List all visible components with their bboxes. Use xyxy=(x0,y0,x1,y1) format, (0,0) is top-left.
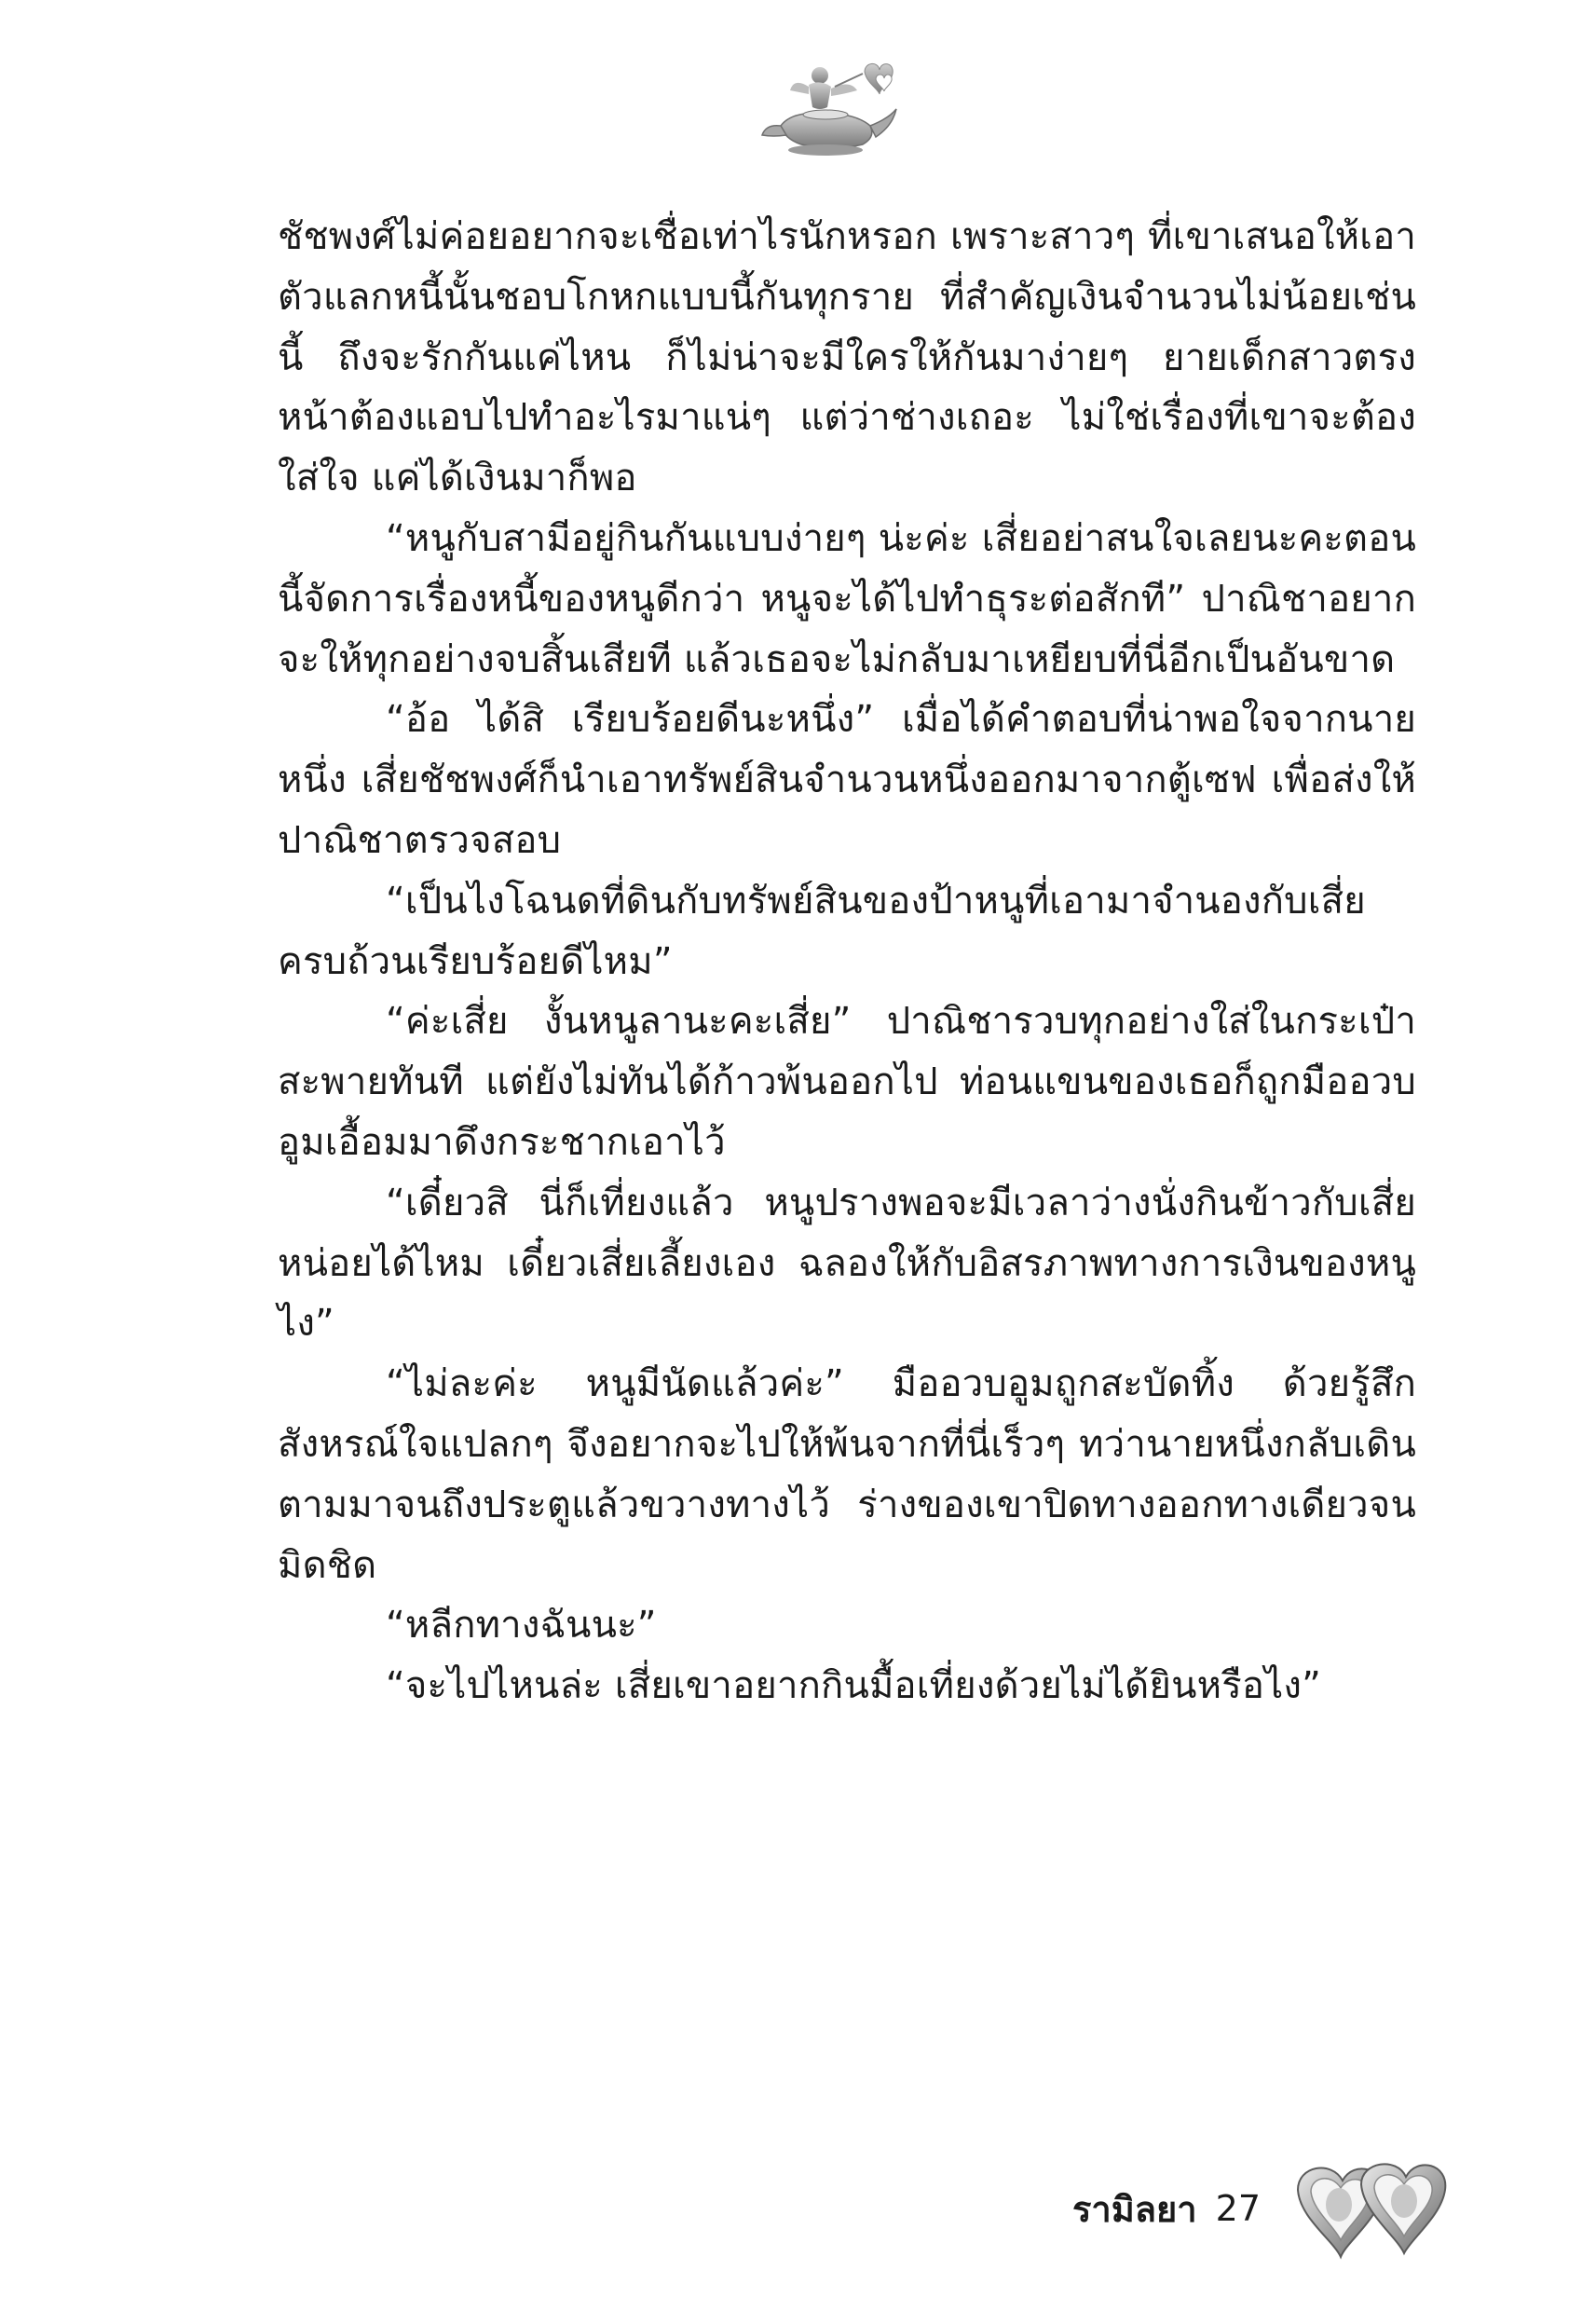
running-title: รามิลยา xyxy=(1071,2188,1197,2230)
page-footer xyxy=(1072,2153,1456,2264)
story-text xyxy=(278,207,1416,1716)
paragraph-5: “ค่ะเสี่ย งั้นหนูลานะคะเสี่ย” ปาณิชารวบทุกอย่างใส่ในกระเป๋าสะพายทันที แต่ยังไม่ทันได้ก้าวพ้นออกไป ท่อนแขนของเธอก็ถูกมืออวบอูมเอื้อมมาดึงกระชากเอาไว้ xyxy=(278,1000,1416,1164)
page-number: 27 xyxy=(1215,2188,1261,2229)
paragraph-8: “หลีกทางฉันนะ” xyxy=(386,1604,657,1648)
paragraph-3: “อ้อ ได้สิ เรียบร้อยดีนะหนึ่ง” เมื่อได้คำตอบที่น่าพอใจจากนายหนึ่ง เสี่ยชัชพงศ์ก็นำเอาทรัพย์สินจำนวนหนึ่งออกมาจากตู้เซฟ เพื่อส่งให้ปาณิชาตรวจสอบ xyxy=(278,698,1416,862)
cupid-teapot-ornament-icon xyxy=(753,51,911,163)
paragraph-6: “เดี๋ยวสิ นี่ก็เที่ยงแล้ว หนูปรางพอจะมีเวลาว่างนั่งกินข้าวกับเสี่ยหน่อยได้ไหม เดี๋ยวเสี่ยเลี้ยงเอง ฉลองให้กับอิสรภาพทางการเงินของหนูไง” xyxy=(278,1181,1416,1346)
double-heart-ornament-icon xyxy=(1289,2153,1456,2264)
paragraph-7: “ไม่ละค่ะ หนูมีนัดแล้วค่ะ” มืออวบอูมถูกสะบัดทิ้ง ด้วยรู้สึกสังหรณ์ใจแปลกๆ จึงอยากจะไปให้พ้นจากที่นี่เร็วๆ ทว่านายหนึ่งกลับเดินตามมาจนถึงประตูแล้วขวางทางไว้ ร่างของเขาปิดทางออกทางเดียวจนมิดชิด xyxy=(278,1362,1416,1587)
paragraph-1: ชัชพงศ์ไม่ค่อยอยากจะเชื่อเท่าไรนักหรอก เพราะสาวๆ ที่เขาเสนอให้เอาตัวแลกหนี้นั้นชอบโกหกแบบนี้กันทุกราย ที่สำคัญเงินจำนวนไม่น้อยเช่นนี้ ถึงจะรักกันแค่ไหน ก็ไม่น่าจะมีใครให้กันมาง่ายๆ ยายเด็กสาวตรงหน้าต้องแอบไปทำอะไรมาแน่ๆ แต่ว่าช่างเถอะ ไม่ใช่เรื่องที่เขาจะต้องใส่ใจ แค่ได้เงินมาก็พอ xyxy=(278,215,1416,500)
paragraph-9: “จะไปไหนล่ะ เสี่ยเขาอยากกินมื้อเที่ยงด้วยไม่ได้ยินหรือไง” xyxy=(386,1664,1322,1708)
paragraph-4: “เป็นไงโฉนดที่ดินกับทรัพย์สินของป้าหนูที่เอามาจำนองกับเสี่ยครบถ้วนเรียบร้อยดีไหม” xyxy=(278,879,1366,983)
paragraph-2: “หนูกับสามีอยู่กินกันแบบง่ายๆ น่ะค่ะ เสี่ยอย่าสนใจเลยนะคะตอนนี้จัดการเรื่องหนี้ของหนูดีกว่า หนูจะได้ไปทำธุระต่อสักที” ปาณิชาอยากจะให้ทุกอย่างจบสิ้นเสียที แล้วเธอจะไม่กลับมาเหยียบที่นี่อีกเป็นอันขาด xyxy=(278,516,1416,681)
